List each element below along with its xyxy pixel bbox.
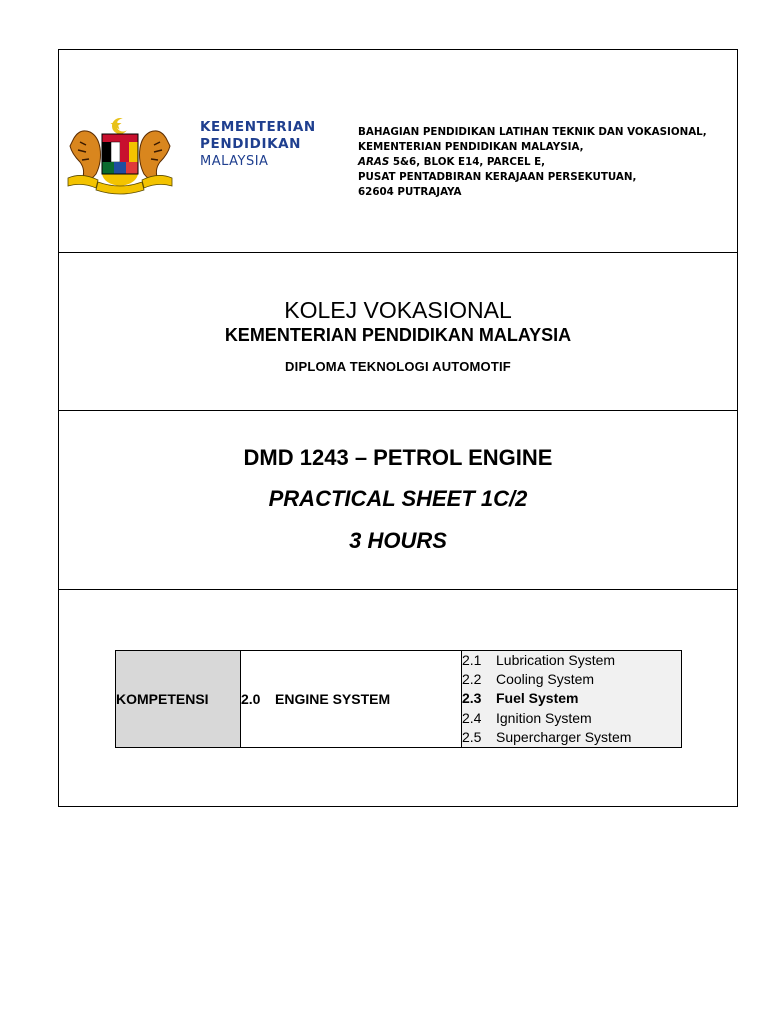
college-section	[59, 253, 737, 411]
college-ministry: KEMENTERIAN PENDIDIKAN MALAYSIA	[224, 325, 572, 345]
item-number: 2.5	[462, 728, 482, 745]
duration: 3 HOURS	[349, 528, 447, 553]
system-number: 2.0	[241, 691, 261, 707]
item-text: Cooling System	[496, 671, 595, 688]
item-number: 2.4	[462, 709, 482, 726]
ministry-line: PENDIDIKAN	[200, 136, 302, 152]
address-line-rest: 5&6, BLOK E14, PARCEL E,	[389, 156, 546, 168]
diploma-title: DIPLOMA TEKNOLOGI AUTOMOTIF	[285, 359, 511, 374]
course-title: DMD 1243 – PETROL ENGINE	[243, 445, 553, 470]
ministry-logo-text	[200, 119, 316, 170]
address-line: KEMENTERIAN PENDIDIKAN MALAYSIA,	[358, 141, 584, 153]
item-text: Ignition System	[496, 709, 592, 726]
system-name: ENGINE SYSTEM	[275, 691, 391, 707]
list-item	[462, 709, 681, 728]
document-frame	[58, 49, 738, 807]
address-line: BAHAGIAN PENDIDIKAN LATIHAN TEKNIK DAN VOKASIONAL,	[358, 126, 707, 138]
course-section	[59, 411, 737, 590]
ministry-line: MALAYSIA	[200, 154, 269, 169]
competency-label: KOMPETENSI	[116, 651, 241, 748]
address-block	[358, 125, 707, 200]
engine-system-cell	[241, 651, 462, 748]
coat-of-arms-icon	[64, 116, 176, 196]
ministry-line: KEMENTERIAN	[200, 119, 316, 135]
address-line: 62604 PUTRAJAYA	[358, 186, 462, 198]
practical-sheet-title: PRACTICAL SHEET 1C/2	[268, 486, 528, 511]
item-number: 2.2	[462, 671, 482, 688]
competency-table	[115, 650, 682, 748]
subsystem-list	[462, 651, 682, 748]
address-line: PUSAT PENTADBIRAN KERAJAAN PERSEKUTUAN,	[358, 171, 637, 183]
address-aras: ARAS	[358, 156, 390, 168]
item-text: Lubrication System	[496, 652, 616, 669]
header-section	[59, 50, 737, 253]
competency-section	[59, 590, 737, 807]
list-item	[462, 670, 681, 689]
address-line	[358, 155, 707, 170]
item-text: Fuel System	[496, 690, 579, 707]
item-number: 2.1	[462, 652, 482, 669]
item-text: Supercharger System	[496, 728, 632, 745]
list-item	[462, 728, 681, 747]
list-item	[462, 651, 681, 670]
item-number: 2.3	[462, 690, 482, 707]
college-name: KOLEJ VOKASIONAL	[284, 297, 512, 323]
list-item	[462, 689, 681, 708]
